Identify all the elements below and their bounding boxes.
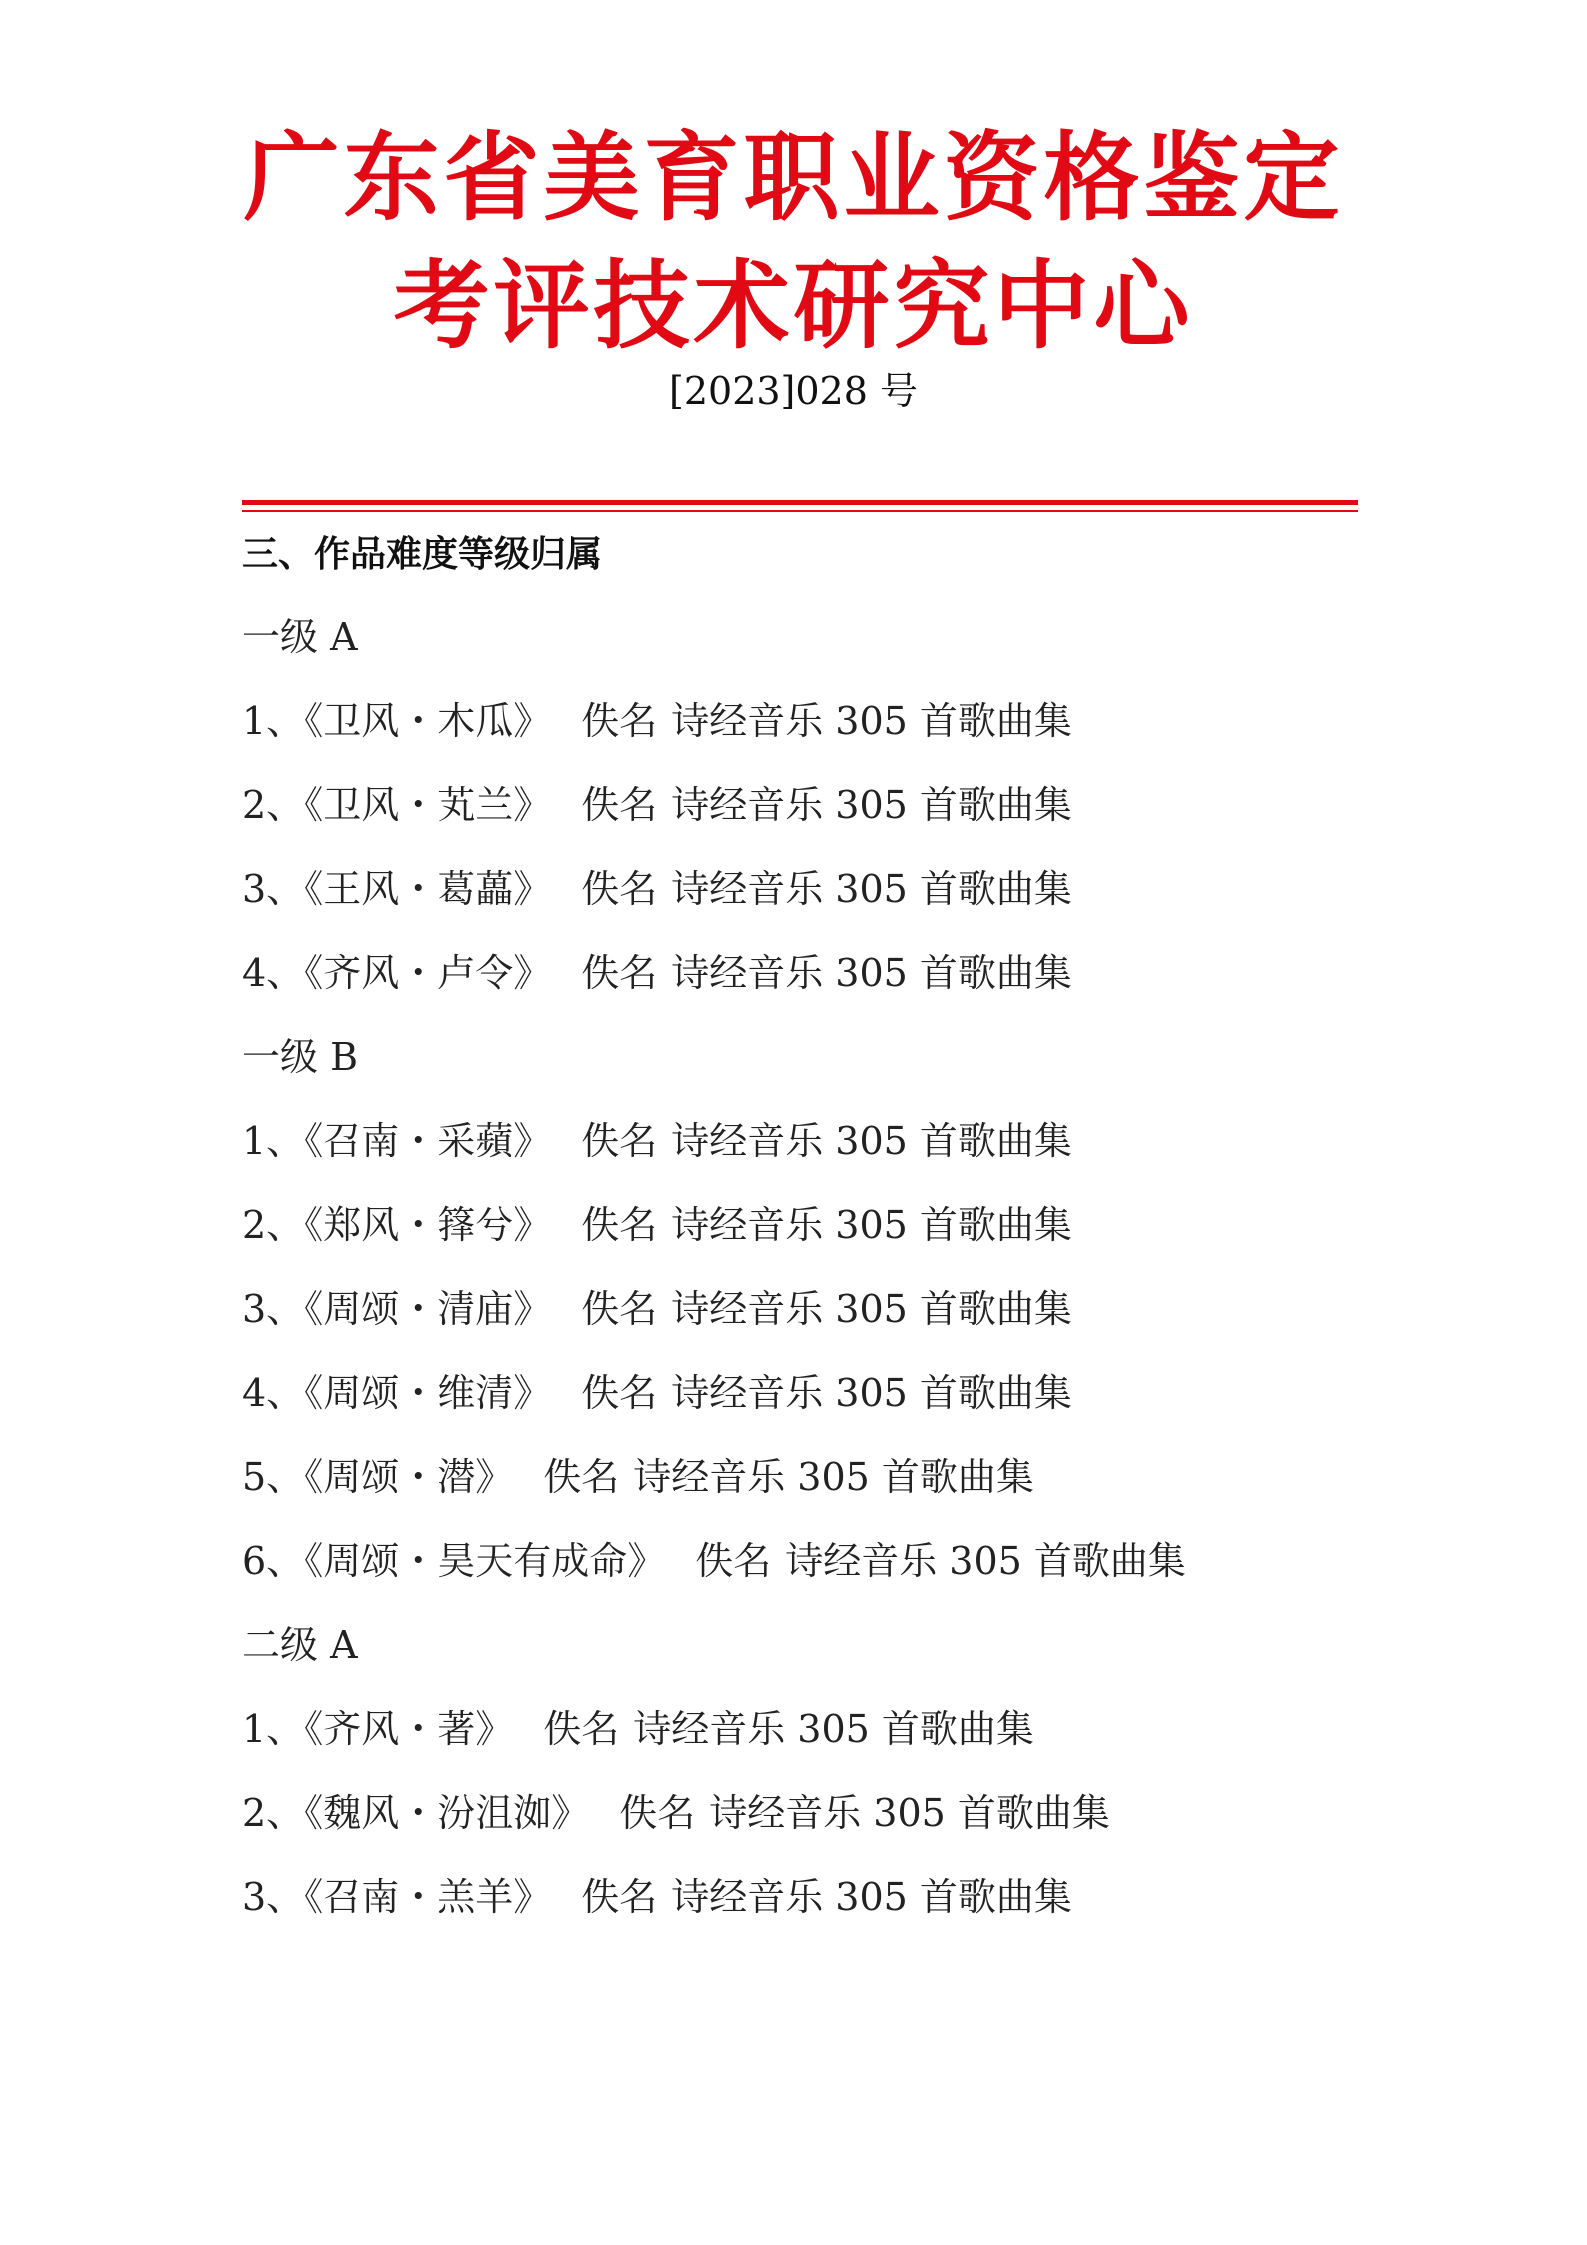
item-author: 佚名 <box>581 1875 658 1919</box>
item-title: 《王风・葛藟》 <box>304 867 552 911</box>
item-title: 《卫风・木瓜》 <box>304 699 552 743</box>
org-title-line-2: 考评技术研究中心 <box>393 250 1194 362</box>
header-divider-thick <box>242 500 1358 505</box>
item-index: 6、 <box>242 1539 305 1583</box>
list-item <box>242 1198 1382 1282</box>
item-author: 佚名 <box>581 783 658 827</box>
item-title: 《周颂・昊天有成命》 <box>304 1539 666 1583</box>
item-author: 佚名 <box>581 1371 658 1415</box>
item-source: 诗经音乐 305 首歌曲集 <box>671 1203 1072 1247</box>
item-index: 2、 <box>242 1791 305 1835</box>
level-label: 一级 A <box>242 615 358 659</box>
item-author: 佚名 <box>581 699 658 743</box>
list-item <box>242 1450 1382 1534</box>
item-source: 诗经音乐 305 首歌曲集 <box>671 783 1072 827</box>
item-title: 《齐风・著》 <box>304 1707 514 1751</box>
item-author: 佚名 <box>581 1203 658 1247</box>
item-index: 3、 <box>242 867 305 911</box>
item-index: 1、 <box>242 699 305 743</box>
item-author: 佚名 <box>581 1119 658 1163</box>
item-author: 佚名 <box>581 867 658 911</box>
list-item <box>242 1366 1382 1450</box>
item-title: 《周颂・潜》 <box>304 1455 514 1499</box>
list-item <box>242 694 1382 778</box>
item-source: 诗经音乐 305 首歌曲集 <box>671 1287 1072 1331</box>
item-index: 2、 <box>242 1203 305 1247</box>
item-author: 佚名 <box>619 1791 696 1835</box>
list-item <box>242 1114 1382 1198</box>
list-item <box>242 862 1382 946</box>
level-label: 二级 A <box>242 1623 358 1667</box>
item-source: 诗经音乐 305 首歌曲集 <box>671 951 1072 995</box>
item-author: 佚名 <box>581 951 658 995</box>
list-item <box>242 946 1382 1030</box>
item-author: 佚名 <box>543 1707 620 1751</box>
item-index: 1、 <box>242 1119 305 1163</box>
document-number: [2023]028 号 <box>669 369 918 413</box>
item-index: 4、 <box>242 951 305 995</box>
item-index: 2、 <box>242 783 305 827</box>
item-source: 诗经音乐 305 首歌曲集 <box>671 1119 1072 1163</box>
item-index: 4、 <box>242 1371 305 1415</box>
item-author: 佚名 <box>543 1455 620 1499</box>
item-title: 《魏风・汾沮洳》 <box>304 1791 590 1835</box>
item-source: 诗经音乐 305 首歌曲集 <box>671 1371 1072 1415</box>
item-title: 《齐风・卢令》 <box>304 951 552 995</box>
item-index: 3、 <box>242 1875 305 1919</box>
item-author: 佚名 <box>581 1287 658 1331</box>
level-label: 一级 B <box>242 1035 359 1079</box>
item-title: 《郑风・箨兮》 <box>304 1203 552 1247</box>
list-item <box>242 1702 1382 1786</box>
list-item <box>242 1786 1382 1870</box>
item-source: 诗经音乐 305 首歌曲集 <box>633 1455 1034 1499</box>
item-index: 1、 <box>242 1707 305 1751</box>
item-title: 《周颂・维清》 <box>304 1371 552 1415</box>
list-item <box>242 1870 1382 1954</box>
item-source: 诗经音乐 305 首歌曲集 <box>633 1707 1034 1751</box>
item-title: 《卫风・芄兰》 <box>304 783 552 827</box>
list-item <box>242 778 1382 862</box>
header-divider-thin <box>242 510 1358 512</box>
item-title: 《召南・采蘋》 <box>304 1119 552 1163</box>
work-list <box>242 610 1382 1954</box>
item-title: 《周颂・清庙》 <box>304 1287 552 1331</box>
item-source: 诗经音乐 305 首歌曲集 <box>785 1539 1186 1583</box>
item-index: 5、 <box>242 1455 305 1499</box>
item-author: 佚名 <box>695 1539 772 1583</box>
item-source: 诗经音乐 305 首歌曲集 <box>671 1875 1072 1919</box>
list-item <box>242 1282 1382 1366</box>
item-source: 诗经音乐 305 首歌曲集 <box>709 1791 1110 1835</box>
section-heading: 三、作品难度等级归属 <box>242 534 603 575</box>
item-index: 3、 <box>242 1287 305 1331</box>
item-source: 诗经音乐 305 首歌曲集 <box>671 699 1072 743</box>
item-source: 诗经音乐 305 首歌曲集 <box>671 867 1072 911</box>
list-item <box>242 1534 1382 1618</box>
org-title-line-1: 广东省美育职业资格鉴定 <box>243 122 1344 234</box>
item-title: 《召南・羔羊》 <box>304 1875 552 1919</box>
